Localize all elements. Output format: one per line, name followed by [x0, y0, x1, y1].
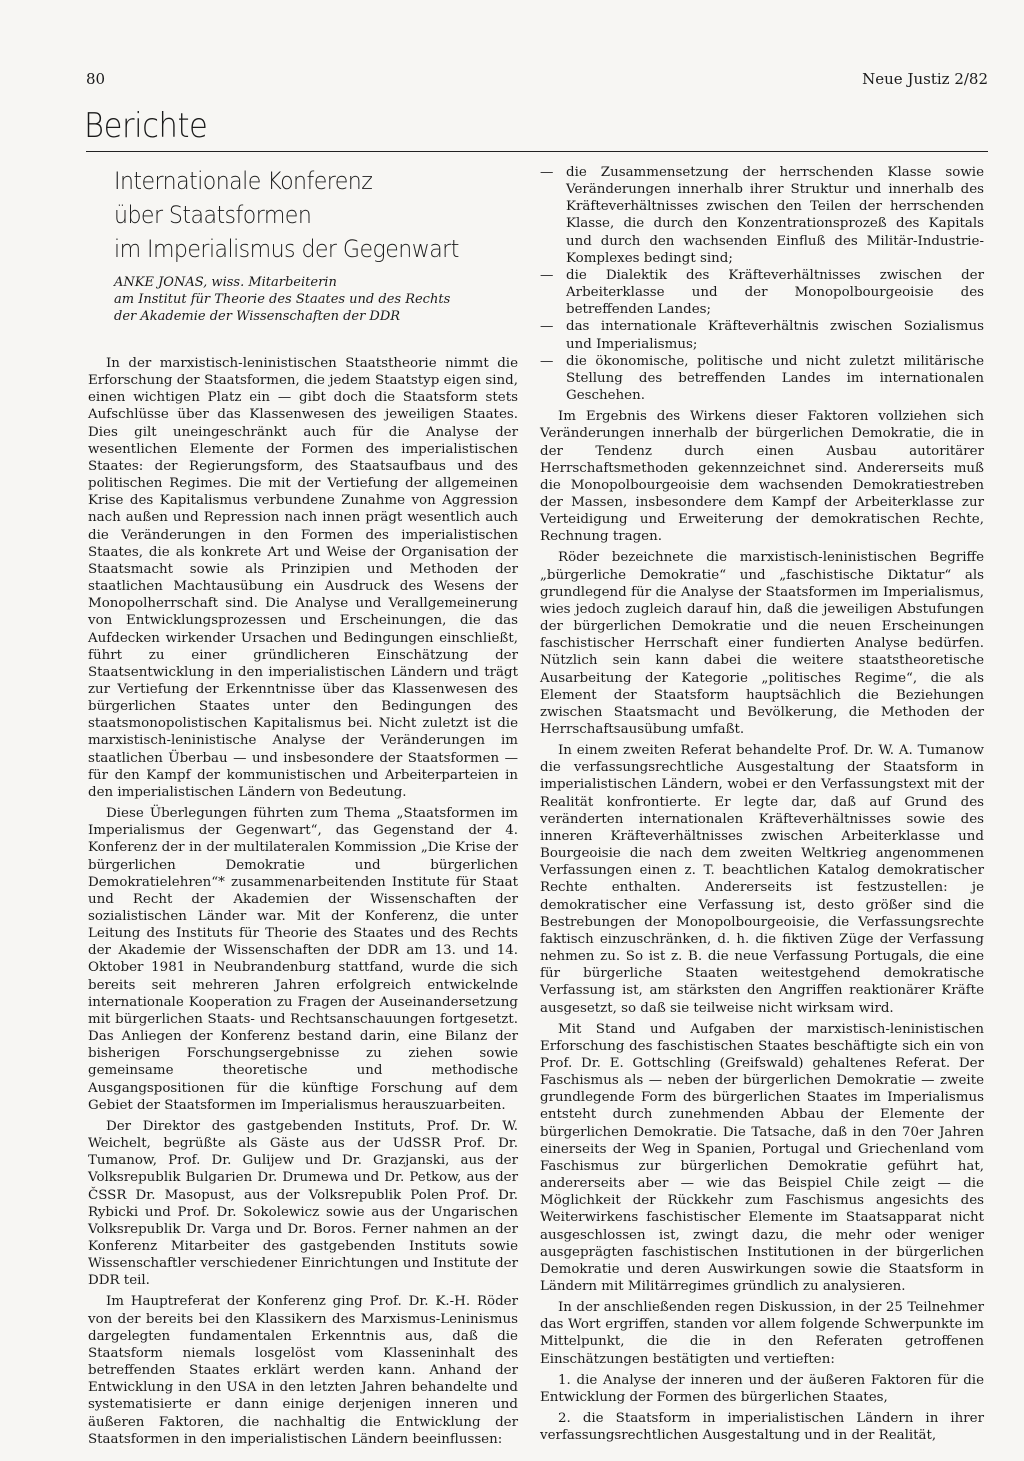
left-column	[88, 355, 518, 1452]
article-title-line: über Staatsformen	[114, 201, 312, 229]
article-title-line: Internationale Konferenz	[114, 167, 373, 195]
body-paragraph: In der anschließenden regen Diskussion, in der 25 Teilnehmer das Wort ergriffen, standen vor allem folgende Schwerpunkte im Mittelpunkt, die die in den Referaten getroffenen Einschätzungen bestätigten und vertieften:	[540, 1300, 984, 1367]
author-line: ANKE JONAS, wiss. Mitarbeiterin	[114, 275, 337, 290]
article-title	[114, 164, 474, 266]
right-column	[540, 164, 984, 1448]
body-paragraph: Mit Stand und Aufgaben der marxistisch-leninistischen Erforschung des faschistischen Staates beschäftigte sich ein von Prof. Dr. E. Gottschling (Greifswald) gehaltenes Referat. Der Faschismus als — neben der bürgerlichen Demokratie — zweite grundlegende Form des bürgerlichen Staates im Imperialismus entsteht durch zunehmenden Abbau der Elemente der bürgerlichen Demokratie. Die Tatsache, daß in den 70er Jahren einerseits der Weg in Spanien, Portugal und Griechenland vom Faschismus zur bürgerlichen Demokratie geführt hat, andererseits aber — wie das Beispiel Chile zeigt — die Möglichkeit der Rückkehr zum Faschismus angesichts des Weiterwirkens faschistischer Elemente im Staatsapparat nicht ausgeschlossen ist, zwingt dazu, die mehr oder weniger ausgeprägten faschistischen Institutionen in der bürgerlichen Demokratie und deren Auswirkungen sowie die Staatsform in Ländern mit Militärregimes gründlich zu analysieren.	[540, 1021, 984, 1294]
author-line: am Institut für Theorie des Staates und des Rechts	[114, 292, 451, 307]
section-title: Berichte	[84, 106, 208, 146]
body-paragraph: Der Direktor des gastgebenden Instituts, Prof. Dr. W. Weichelt, begrüßte als Gäste aus der UdSSR Prof. Dr. Tumanow, Prof. Dr. Gulijew und Dr. Grazjanski, aus der Volksrepublik Bulgarien Dr. Drumewa und Dr. Petkow, aus der ČSSR Dr. Masopust, aus der Volksrepublik Polen Prof. Dr. Rybicki und Prof. Dr. Sokolewicz sowie aus der Ungarischen Volksrepublik Dr. Varga und Dr. Boros. Ferner nahmen an der Konferenz Mitarbeiter des gastgebenden Instituts sowie Wissenschaftler verschiedener Einrichtungen und Institute der DDR teil.	[88, 1118, 518, 1289]
body-paragraph: Im Hauptreferat der Konferenz ging Prof. Dr. K.-H. Röder von der bereits bei den Klassikern des Marxismus-Leninismus dargelegten fundamentalen Erkenntnis aus, daß die Staatsform niemals losgelöst vom Klasseninhalt des betreffenden Staates erklärt werden kann. Anhand der Entwicklung in den USA in den letzten Jahren behandelte und systematisierte er dann einige derjenigen inneren und äußeren Faktoren, die nachhaltig die Entwicklung der Staatsformen in den imperialistischen Ländern beeinflussen:	[88, 1294, 518, 1447]
body-paragraph: In der marxistisch-leninistischen Staatstheorie nimmt die Erforschung der Staatsformen, die jedem Staatstyp eigen sind, einen wichtigen Platz ein — gibt doch die Staatsform stets Aufschlüsse über das Klassenwesen des jeweiligen Staates. Dies gilt uneingeschränkt auch für die Analyse der wesentlichen Elemente der Formen des imperialistischen Staates: der Regierungsform, des Staatsaufbaus und des politischen Regimes. Die mit der Vertiefung der allgemeinen Krise des Kapitalismus verbundene Zunahme von Aggression nach außen und Repression nach innen prägt wesentlich auch die Veränderungen in den Formen des imperialistischen Staates, die als konkrete Art und Weise der Organisation der Staatsmacht sowie als Prinzipien und Methoden der staatlichen Machtausübung ein Ausdruck des Wesens der Monopolherrschaft sind. Die Analyse und Verallgemeinerung von Entwicklungsprozessen und Erscheinungen, die das Aufdecken wirkender Ursachen und Bedingungen einschließt, führt zu einer gründlicheren Einschätzung der Staatsentwicklung in den imperialistischen Ländern und trägt zur Vertiefung der Erkenntnisse über das Klassenwesen des bürgerlichen Staates unter den Bedingungen des staatsmonopolistischen Kapitalismus bei. Nicht zuletzt ist die marxistisch-leninistische Analyse der Veränderungen im staatlichen Überbau — und insbesondere der Staatsformen — für den Kampf der kommunistischen und Arbeiterparteien in den imperialistischen Ländern von Bedeutung.	[88, 356, 518, 800]
list-item: — die Dialektik des Kräfteverhältnisses zwischen der Arbeiterklasse und der Monopolbourgeoisie des betreffenden Landes;	[540, 267, 984, 318]
body-paragraph: Röder bezeichnete die marxistisch-leninistischen Begriffe „bürgerliche Demokratie“ und „faschistische Diktatur“ als grundlegend für die Analyse der Staatsformen im Imperialismus, wies jedoch zugleich darauf hin, daß die jeweiligen Abstufungen der bürgerlichen Demokratie und die neuen Erscheinungen faschistischer Herrschaft einer fundierten Analyse bedürfen. Nützlich sein kann dabei die weitere staatstheoretische Ausarbeitung der Kategorie „politisches Regime“, die als Element der Staatsform hauptsächlich die Beziehungen zwischen Staatsmacht und Bevölkerung, die Methoden der Herrschaftsausübung umfaßt.	[540, 550, 984, 737]
journal-issue: Neue Justiz 2/82	[862, 70, 988, 88]
body-paragraph: In einem zweiten Referat behandelte Prof. Dr. W. A. Tumanow die verfassungsrechtliche Ausgestaltung der Staatsform in imperialistischen Ländern, wobei er den Verfassungstext mit der Realität konfrontierte. Er legte dar, daß auf Grund des veränderten internationalen Kräfteverhältnisses sowie des inneren Kräfteverhältnisses zwischen Arbeiterklasse und Bourgeoisie die nach dem zweiten Weltkrieg angenommenen Verfassungen einen z. T. beachtlichen Katalog demokratischer Rechte enthalten. Andererseits ist festzustellen: je demokratischer eine Verfassung ist, desto größer sind die Bestrebungen der Monopolbourgeoisie, die Verfassungsrechte faktisch einzuschränken, d. h. die fiktiven Züge der Verfassung nehmen zu. So ist z. B. die neue Verfassung Portugals, die eine für bürgerliche Staaten weitestgehend demokratische Verfassung ist, am stärksten den Angriffen reaktionärer Kräfte ausgesetzt, so daß sie teilweise nicht wirksam wird.	[540, 743, 984, 1016]
article-title-line: im Imperialismus der Gegenwart	[114, 235, 459, 263]
body-paragraph: Im Ergebnis des Wirkens dieser Faktoren vollziehen sich Veränderungen innerhalb der bürgerlichen Demokratie, die in der Tendenz durch einen Ausbau autoritärer Herrschaftsmethoden gekennzeichnet sind. Andererseits muß die Monopolbourgeoisie dem wachsenden Demokratiestreben der Massen, insbesondere dem Kampf der Arbeiterklasse zur Verteidigung und Erweiterung der demokratischen Rechte, Rechnung tragen.	[540, 409, 984, 545]
numbered-item: 1. die Analyse der inneren und der äußeren Faktoren für die Entwicklung der Formen des bürgerlichen Staates,	[540, 1372, 984, 1405]
list-item: — die ökonomische, politische und nicht zuletzt militärische Stellung des betreffenden Landes im internationalen Geschehen.	[540, 353, 984, 404]
page-number: 80	[86, 70, 106, 88]
list-item: — das internationale Kräfteverhältnis zwischen Sozialismus und Imperialismus;	[540, 318, 984, 352]
author-line: der Akademie der Wissenschaften der DDR	[114, 309, 401, 324]
factor-list	[540, 164, 984, 404]
section-divider	[86, 151, 988, 152]
list-item: — die Zusammensetzung der herrschenden Klasse sowie Veränderungen innerhalb ihrer Struktur und innerhalb des Kräfteverhältnisses zwischen den Teilen der herrschenden Klasse, die durch den Konzentrationsprozeß des Kapitals und durch den wachsenden Einfluß des Militär-Industrie-Komplexes bedingt sind;	[540, 164, 984, 267]
body-paragraph: Diese Überlegungen führten zum Thema „Staatsformen im Imperialismus der Gegenwart“, das Gegenstand der 4. Konferenz der in der multilateralen Kommission „Die Krise der bürgerlichen Demokratie und bürgerlichen Demokratielehren“* zusammenarbeitenden Institute für Staat und Recht der Akademien der Wissenschaften der sozialistischen Länder war. Mit der Konferenz, die unter Leitung des Instituts für Theorie des Staates und des Rechts der Akademie der Wissenschaften der DDR am 13. und 14. Oktober 1981 in Neubrandenburg stattfand, wurde die sich bereits seit mehreren Jahren erfolgreich entwickelnde internationale Kooperation zu Fragen der Auseinandersetzung mit bürgerlichen Staats- und Rechtsanschauungen fortgesetzt. Das Anliegen der Konferenz bestand darin, eine Bilanz der bisherigen Forschungsergebnisse zu ziehen sowie gemeinsame theoretische und methodische Ausgangspositionen für die künftige Forschung auf dem Gebiet der Staatsformen im Imperialismus herauszuarbeiten.	[88, 806, 518, 1113]
numbered-item: 2. die Staatsform in imperialistischen Ländern in ihrer verfassungsrechtlichen Ausgestaltung und in der Realität,	[540, 1411, 984, 1444]
author-byline	[114, 274, 514, 325]
